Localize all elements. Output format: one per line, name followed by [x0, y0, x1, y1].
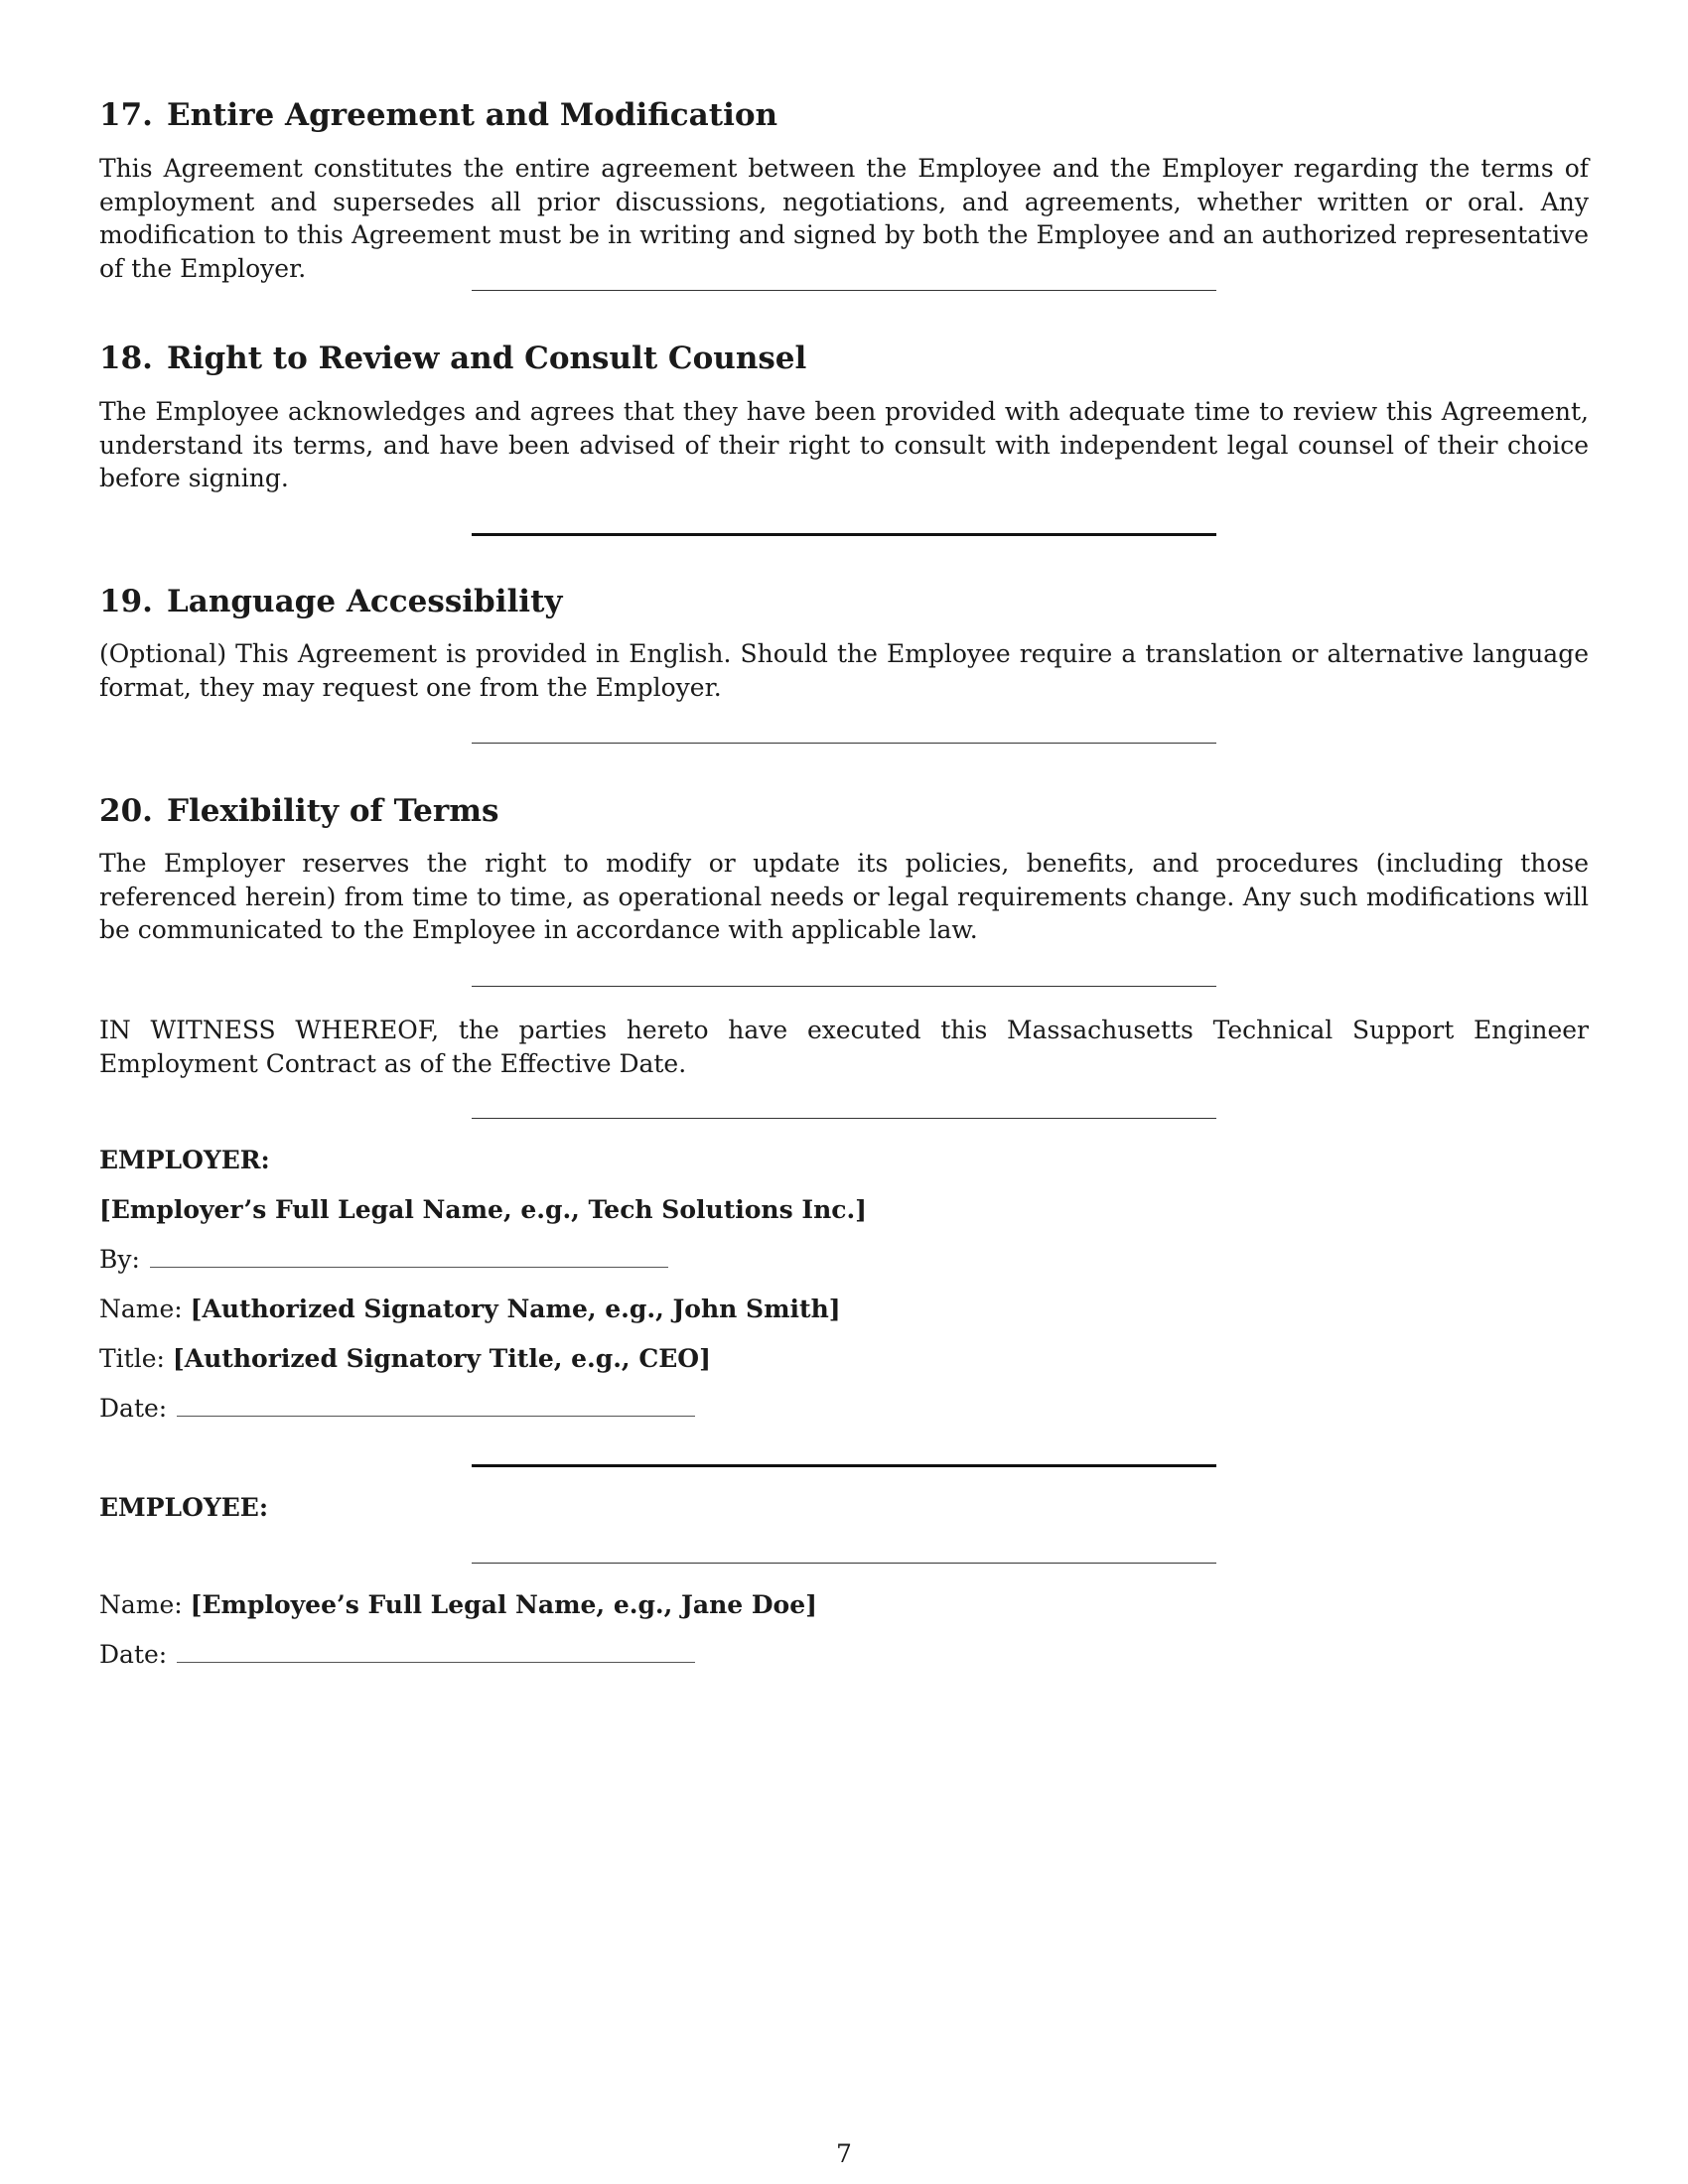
- employee-name-value: [Employee’s Full Legal Name, e.g., Jane Doe]: [190, 1590, 817, 1619]
- section-19-title: Language Accessibility: [166, 584, 563, 619]
- section-18-heading: [99, 339, 1589, 378]
- section-19-body: (Optional) This Agreement is provided in English. Should the Employee require a translation or alternative language format, they may request one from the Employer.: [99, 639, 1589, 702]
- employer-name-label: Name:: [99, 1295, 183, 1323]
- section-divider: [472, 1464, 1216, 1467]
- document-page: [99, 0, 1589, 2184]
- employer-date-row: [99, 1392, 695, 1425]
- page-number: 7: [836, 2139, 852, 2168]
- section-20-title: Flexibility of Terms: [166, 793, 499, 829]
- employer-name-row: [99, 1293, 841, 1325]
- employer-date-line[interactable]: [177, 1394, 695, 1417]
- employee-date-row: [99, 1638, 695, 1671]
- employee-date-label: Date:: [99, 1640, 168, 1669]
- employee-heading: EMPLOYEE:: [99, 1493, 269, 1522]
- employer-by-row: [99, 1243, 668, 1276]
- section-18-title: Right to Review and Consult Counsel: [166, 341, 807, 376]
- section-20-number: 20.: [99, 793, 153, 829]
- section-divider: [472, 290, 1216, 291]
- section-divider: [472, 1563, 1216, 1564]
- employer-legal-name: [Employer’s Full Legal Name, e.g., Tech Solutions Inc.]: [99, 1195, 867, 1224]
- employee-name-label: Name:: [99, 1590, 183, 1619]
- section-divider: [472, 986, 1216, 987]
- section-divider: [472, 533, 1216, 536]
- employer-title-value: [Authorized Signatory Title, e.g., CEO]: [172, 1344, 711, 1373]
- section-19-heading: [99, 582, 1589, 621]
- section-17-title: Entire Agreement and Modification: [166, 97, 778, 133]
- employer-by-label: By:: [99, 1245, 140, 1274]
- section-divider: [472, 743, 1216, 744]
- section-17-number: 17.: [99, 97, 153, 133]
- section-20-heading: [99, 791, 1589, 831]
- section-17-body: This Agreement constitutes the entire agreement between the Employee and the Employer regarding the terms of employment and supersedes all prior discussions, negotiations, and agreements, whether written or oral. Any modification to this Agreement must be in writing and signed by both the Employee and an authorized representative of the Employer.: [99, 154, 1589, 283]
- section-divider: [472, 1118, 1216, 1119]
- employer-title-label: Title:: [99, 1344, 165, 1373]
- witness-clause: IN WITNESS WHEREOF, the parties hereto have executed this Massachusetts Technical Support Engineer Employment Contract as of the Effective Date.: [99, 1016, 1589, 1078]
- section-17-heading: [99, 95, 1589, 135]
- employer-signature-line[interactable]: [150, 1245, 668, 1268]
- employer-title-row: [99, 1342, 711, 1375]
- section-19-number: 19.: [99, 584, 153, 619]
- section-20-body: The Employer reserves the right to modify or update its policies, benefits, and procedures (including those referenced herein) from time to time, as operational needs or legal requirements change. Any such modifications will be communicated to the Employee in accordance with applicable law.: [99, 849, 1589, 944]
- section-18-number: 18.: [99, 341, 153, 376]
- employee-name-row: [99, 1588, 817, 1621]
- section-18-body: The Employee acknowledges and agrees that they have been provided with adequate time to review this Agreement, understand its terms, and have been advised of their right to consult with independent legal counsel of their choice before signing.: [99, 397, 1589, 492]
- employee-date-line[interactable]: [177, 1640, 695, 1663]
- employer-date-label: Date:: [99, 1394, 168, 1423]
- employer-name-value: [Authorized Signatory Name, e.g., John Smith]: [190, 1295, 841, 1323]
- employer-heading: EMPLOYER:: [99, 1146, 270, 1174]
